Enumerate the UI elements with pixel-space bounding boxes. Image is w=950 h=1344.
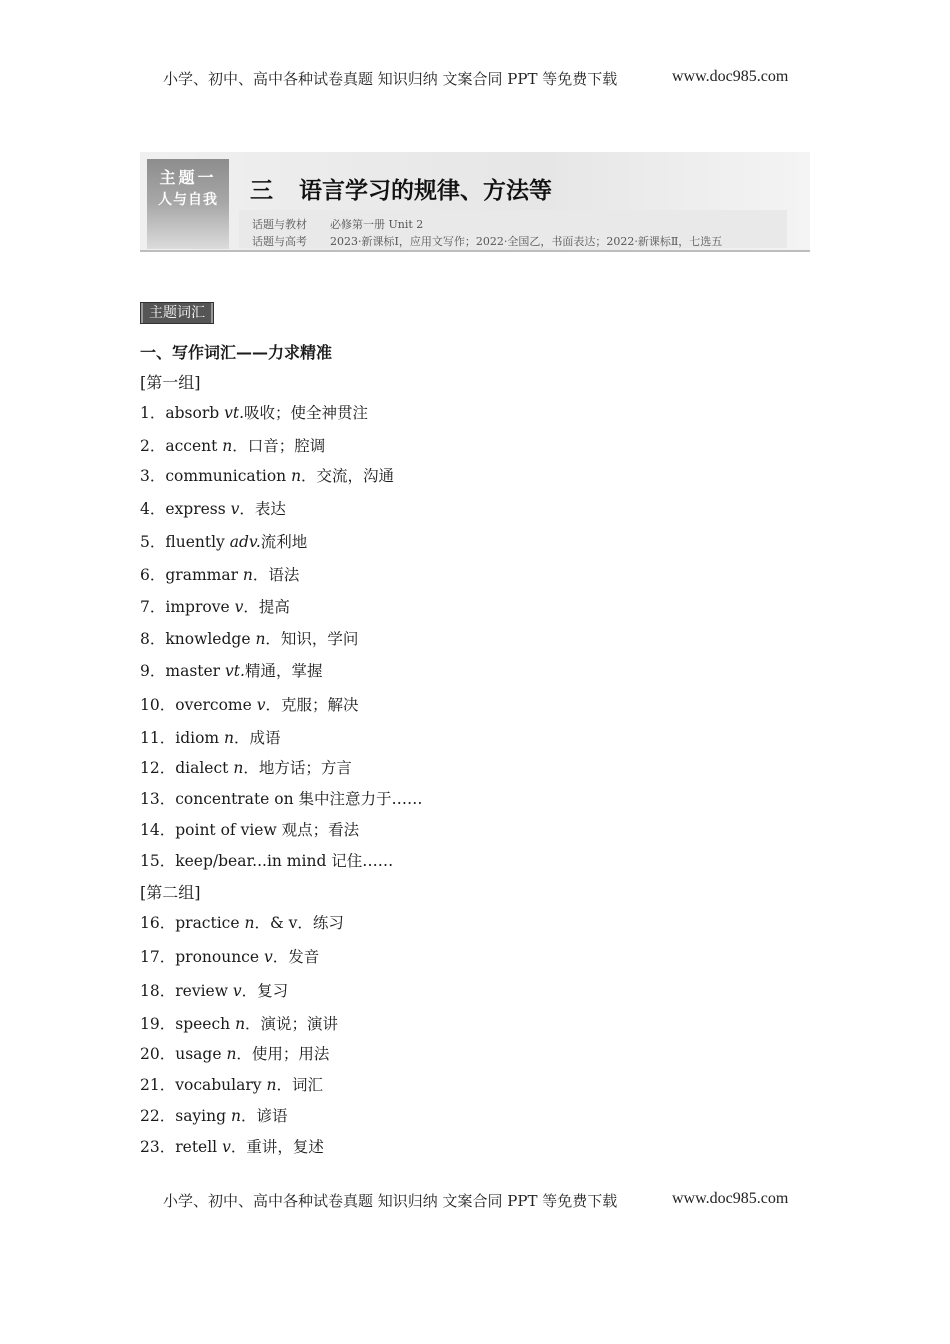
vocab-meaning: ．提高 bbox=[243, 598, 290, 616]
vocab-word: keep/bear...in mind bbox=[175, 852, 332, 870]
vocab-number: 10． bbox=[140, 696, 176, 714]
topic-badge-line1: 主题一 bbox=[159, 168, 217, 187]
vocab-number: 21． bbox=[140, 1076, 176, 1094]
vocab-word: practice bbox=[175, 914, 245, 932]
group-label: [第一组] bbox=[140, 373, 201, 392]
vocab-number: 3． bbox=[140, 467, 166, 485]
vocab-word: retell bbox=[175, 1138, 223, 1156]
meta-row-exam bbox=[252, 233, 722, 249]
vocab-item bbox=[140, 401, 368, 423]
page-title bbox=[250, 172, 552, 205]
vocab-item bbox=[140, 563, 299, 585]
vocab-word: speech bbox=[175, 1015, 236, 1033]
vocab-number: 23． bbox=[140, 1138, 176, 1156]
group-label: [第二组] bbox=[140, 883, 201, 902]
vocab-meaning: ．& v．练习 bbox=[254, 914, 344, 932]
vocab-item bbox=[140, 1012, 338, 1034]
vocab-meaning: 流利地 bbox=[260, 533, 308, 551]
vocab-pos: adv. bbox=[229, 533, 261, 551]
section-heading: 一、写作词汇——力求精准 bbox=[140, 343, 333, 362]
meta-value: 必修第一册 Unit 2 bbox=[330, 218, 424, 231]
vocab-meaning: ．重讲，复述 bbox=[230, 1138, 324, 1156]
vocab-number: 12． bbox=[140, 759, 176, 777]
vocab-word: master bbox=[165, 662, 226, 680]
vocab-number: 5． bbox=[140, 533, 166, 551]
vocab-number: 6． bbox=[140, 566, 166, 584]
vocab-word: saying bbox=[175, 1107, 231, 1125]
vocab-pos: n bbox=[255, 630, 266, 648]
vocab-number: 9． bbox=[140, 662, 166, 680]
vocab-pos: v bbox=[230, 500, 240, 518]
vocab-word: absorb bbox=[165, 404, 225, 422]
vocab-meaning: ．口音；腔调 bbox=[232, 437, 326, 455]
vocab-item bbox=[140, 979, 288, 1001]
vocab-number: 8． bbox=[140, 630, 166, 648]
topic-badge bbox=[147, 159, 229, 249]
vocab-item bbox=[140, 464, 394, 486]
footer-text: 小学、初中、高中各种试卷真题 知识归纳 文案合同 PPT 等免费下载 bbox=[163, 1192, 618, 1210]
vocab-meaning: ．成语 bbox=[234, 729, 281, 747]
vocab-pos: n bbox=[242, 566, 253, 584]
vocab-pos: n bbox=[224, 729, 235, 747]
vocab-word: accent bbox=[165, 437, 223, 455]
vocab-word: concentrate on bbox=[175, 790, 299, 808]
vocab-word: knowledge bbox=[165, 630, 256, 648]
vocab-word: idiom bbox=[175, 729, 225, 747]
vocab-meaning: ．词汇 bbox=[276, 1076, 323, 1094]
vocab-number: 13． bbox=[140, 790, 176, 808]
vocab-number: 4． bbox=[140, 500, 166, 518]
section-tag: 主题词汇 bbox=[140, 302, 214, 324]
header-text: 小学、初中、高中各种试卷真题 知识归纳 文案合同 PPT 等免费下载 bbox=[163, 70, 618, 88]
vocab-item bbox=[140, 1042, 329, 1064]
vocab-number: 18． bbox=[140, 982, 176, 1000]
vocab-meaning: ．复习 bbox=[241, 982, 289, 1000]
vocab-item bbox=[140, 1104, 287, 1126]
vocab-meaning: ．演说；演讲 bbox=[245, 1015, 339, 1033]
vocab-pos: v bbox=[234, 598, 244, 616]
vocab-pos: n bbox=[226, 1045, 237, 1063]
vocab-meaning: 吸收；使全神贯注 bbox=[244, 404, 369, 422]
title-text: 语言学习的规律、方法等 bbox=[299, 178, 552, 204]
vocab-number: 22． bbox=[140, 1107, 176, 1125]
vocab-number: 16． bbox=[140, 914, 176, 932]
vocab-number: 17． bbox=[140, 948, 176, 966]
vocab-item bbox=[140, 434, 325, 456]
vocab-meaning: ．地方话；方言 bbox=[243, 759, 352, 777]
vocab-word: fluently bbox=[165, 533, 230, 551]
vocab-meaning: 观点；看法 bbox=[281, 821, 360, 839]
vocab-meaning: ．发音 bbox=[272, 948, 320, 966]
vocab-word: pronounce bbox=[175, 948, 264, 966]
vocab-item bbox=[140, 1073, 323, 1095]
vocab-meaning: ．语法 bbox=[252, 566, 300, 584]
page-footer bbox=[0, 1190, 950, 1212]
vocab-item bbox=[140, 945, 319, 967]
vocab-number: 11． bbox=[140, 729, 176, 747]
vocab-item bbox=[140, 818, 359, 840]
header-url[interactable]: www.doc985.com bbox=[672, 68, 789, 85]
vocab-item bbox=[140, 497, 286, 519]
vocab-word: point of view bbox=[175, 821, 282, 839]
vocab-number: 1． bbox=[140, 404, 166, 422]
vocab-item bbox=[140, 595, 290, 617]
vocab-item bbox=[140, 659, 322, 681]
vocab-number: 7． bbox=[140, 598, 166, 616]
vocab-word: communication bbox=[165, 467, 292, 485]
vocab-item bbox=[140, 726, 281, 748]
vocab-item bbox=[140, 627, 358, 649]
vocab-meaning: 精通，掌握 bbox=[244, 662, 323, 680]
vocab-pos: n bbox=[235, 1015, 246, 1033]
vocab-item bbox=[140, 756, 352, 778]
meta-value: 2023·新课标Ⅰ，应用文写作；2022·全国乙，书面表达；2022·新课标Ⅱ，七选五 bbox=[330, 235, 723, 248]
vocab-meaning: ．使用；用法 bbox=[236, 1045, 330, 1063]
vocab-item bbox=[140, 911, 344, 933]
vocab-item bbox=[140, 693, 359, 715]
vocab-item bbox=[140, 530, 307, 552]
vocab-pos: n bbox=[222, 437, 233, 455]
vocab-word: review bbox=[175, 982, 233, 1000]
vocab-pos: vt. bbox=[224, 404, 245, 422]
vocab-number: 2． bbox=[140, 437, 166, 455]
vocab-word: overcome bbox=[175, 696, 257, 714]
footer-url[interactable]: www.doc985.com bbox=[672, 1190, 789, 1207]
vocab-pos: n bbox=[233, 759, 244, 777]
vocab-item bbox=[140, 787, 423, 809]
vocab-number: 19． bbox=[140, 1015, 176, 1033]
vocab-number: 15． bbox=[140, 852, 176, 870]
page-header bbox=[0, 68, 950, 90]
vocab-pos: n bbox=[244, 914, 255, 932]
vocab-pos: vt. bbox=[225, 662, 245, 680]
meta-label: 话题与高考 bbox=[252, 235, 307, 248]
title-number: 三 bbox=[250, 178, 273, 204]
vocab-pos: n bbox=[291, 467, 302, 485]
vocab-pos: n bbox=[266, 1076, 277, 1094]
vocab-meaning: ．表达 bbox=[239, 500, 286, 518]
vocab-meaning: ．交流，沟通 bbox=[301, 467, 395, 485]
vocab-meaning: 记住…… bbox=[331, 852, 394, 870]
meta-row-textbook bbox=[252, 216, 423, 232]
vocab-number: 20． bbox=[140, 1045, 176, 1063]
vocab-word: usage bbox=[175, 1045, 227, 1063]
meta-label: 话题与教材 bbox=[252, 218, 307, 231]
vocab-meaning: ．谚语 bbox=[240, 1107, 288, 1125]
vocab-pos: v bbox=[256, 696, 266, 714]
vocab-number: 14． bbox=[140, 821, 176, 839]
vocab-pos: v bbox=[232, 982, 242, 1000]
vocab-meaning: 集中注意力于…… bbox=[298, 790, 423, 808]
vocab-word: grammar bbox=[165, 566, 243, 584]
vocab-pos: v bbox=[222, 1138, 231, 1156]
vocab-item bbox=[140, 849, 393, 871]
vocab-pos: v bbox=[263, 948, 273, 966]
vocab-meaning: ．知识，学问 bbox=[265, 630, 359, 648]
topic-badge-line2: 人与自我 bbox=[158, 192, 218, 208]
vocab-word: dialect bbox=[175, 759, 234, 777]
topic-banner bbox=[140, 152, 810, 252]
vocab-meaning: ．克服；解决 bbox=[265, 696, 359, 714]
vocab-pos: n bbox=[230, 1107, 241, 1125]
vocab-item bbox=[140, 1135, 324, 1157]
vocab-word: improve bbox=[165, 598, 235, 616]
vocab-word: vocabulary bbox=[175, 1076, 267, 1094]
vocab-word: express bbox=[165, 500, 231, 518]
